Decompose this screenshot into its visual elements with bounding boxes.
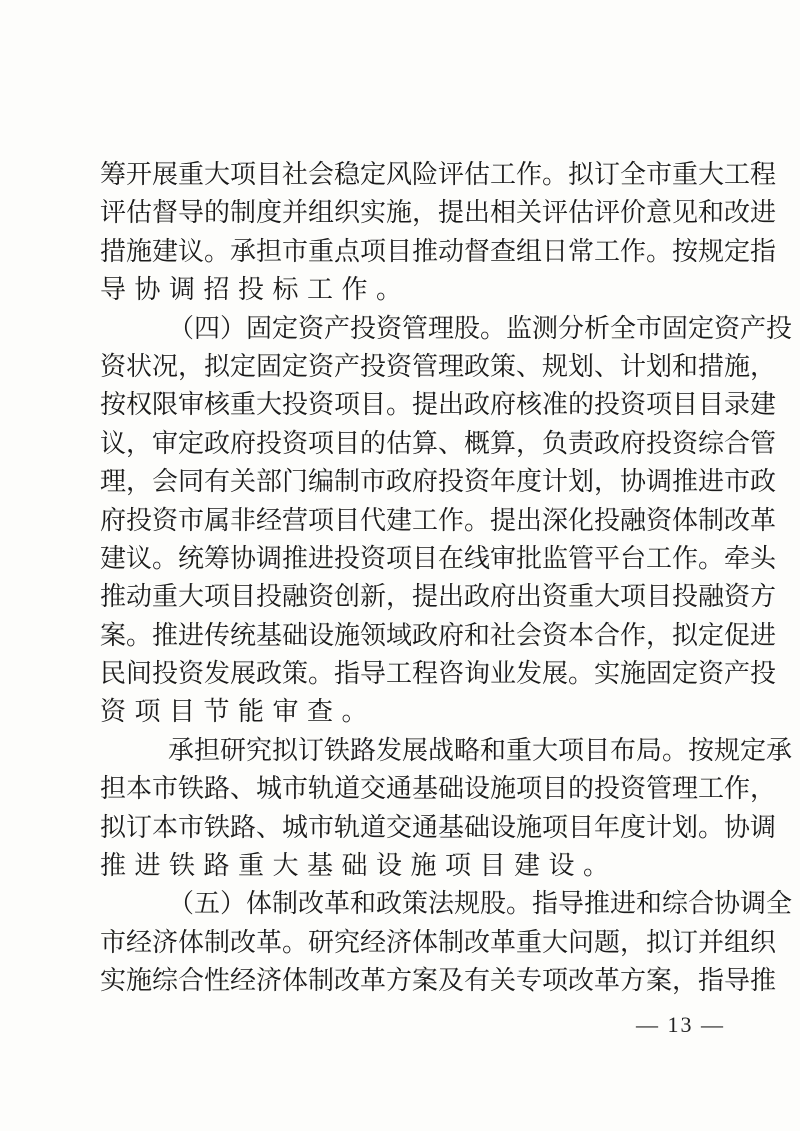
text-line: （五）体制改革和政策法规股。指导推进和综合协调全 [168, 889, 793, 920]
text-line: 推进铁路重大基础设施项目建设。 [100, 851, 618, 882]
text-line: 市经济体制改革。研究经济体制改革重大问题，拟订并组织 [100, 927, 777, 958]
text-line: 理，会同有关部门编制市政府投资年度计划，协调推进市政 [100, 467, 777, 498]
paragraph-railway [100, 732, 793, 886]
text-line: 按权限审核重大投资项目。提出政府核准的投资项目目录建 [100, 390, 777, 421]
text-line: 议，审定政府投资项目的估算、概算，负责政府投资综合管 [100, 428, 777, 459]
text-line: 拟订本市铁路、城市轨道交通基础设施项目年度计划。协调 [100, 812, 777, 843]
paragraph-continuation [100, 156, 777, 310]
text-line: 建议。统筹协调推进投资项目在线审批监管平台工作。牵头 [100, 543, 777, 574]
text-line: 案。推进传统基础设施领域政府和社会资本合作，拟定促进 [100, 620, 777, 651]
text-line: 民间投资发展政策。指导工程咨询业发展。实施固定资产投 [100, 659, 777, 690]
text-line: 府投资市属非经营项目代建工作。提出深化投融资体制改革 [100, 505, 777, 536]
text-line: 担本市铁路、城市轨道交通基础设施项目的投资管理工作， [100, 774, 777, 805]
text-line: 推动重大项目投融资创新，提出政府出资重大项目投融资方 [100, 582, 777, 613]
text-line: 措施建议。承担市重点项目推动督查组日常工作。按规定指 [100, 236, 777, 267]
text-line: 资状况，拟定固定资产投资管理政策、规划、计划和措施， [100, 351, 777, 382]
text-line: 评估督导的制度并组织实施，提出相关评估评价意见和改进 [100, 198, 777, 229]
paragraph-fixed-asset-investment [100, 310, 793, 732]
document-body [100, 156, 793, 1001]
text-line: （四）固定资产投资管理股。监测分析全市固定资产投 [168, 313, 793, 344]
text-line: 导协调招投标工作。 [100, 275, 411, 306]
text-line: 承担研究拟订铁路发展战略和重大项目布局。按规定承 [168, 735, 793, 766]
text-line: 实施综合性经济体制改革方案及有关专项改革方案，指导推 [100, 966, 777, 997]
text-line: 筹开展重大项目社会稳定风险评估工作。拟订全市重大工程 [100, 160, 777, 190]
text-line: 资项目节能审查。 [100, 697, 377, 728]
paragraph-system-reform [100, 885, 793, 1000]
page-number: — 13 — [636, 1012, 725, 1037]
